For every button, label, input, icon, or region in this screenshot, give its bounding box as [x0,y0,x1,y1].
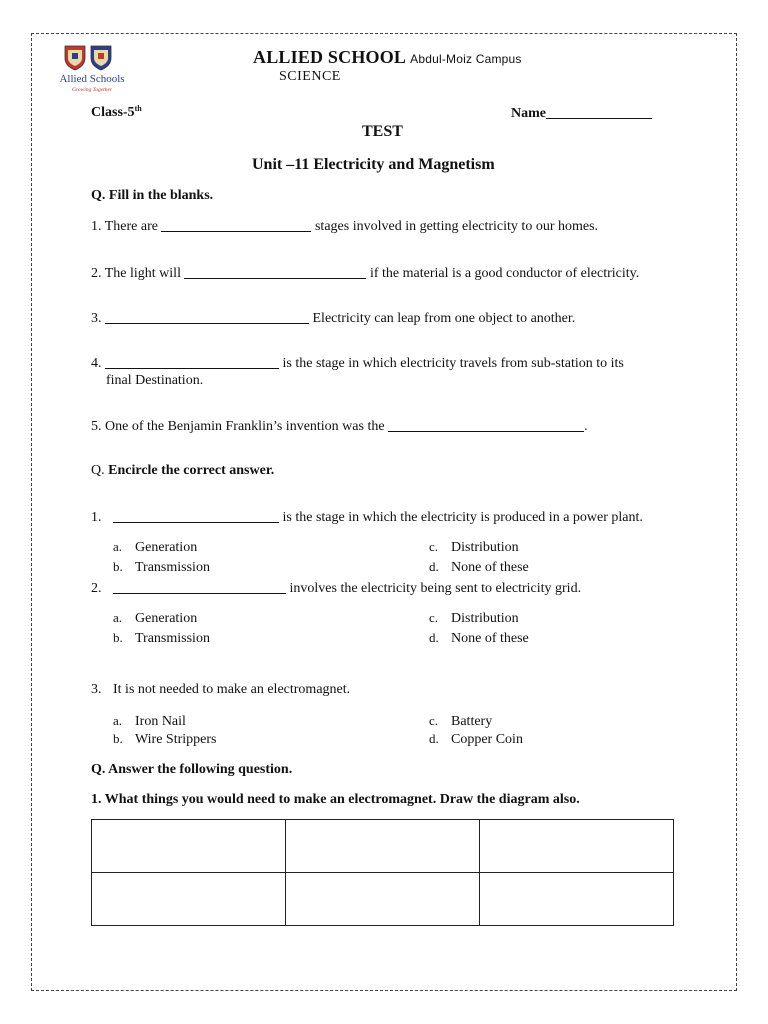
answer-blank[interactable] [105,354,279,369]
mcq2-option-d[interactable]: d. None of these [429,630,529,646]
crest-left-icon [65,46,85,70]
mcq1-option-c[interactable]: c. Distribution [429,539,519,555]
mcq3-option-b[interactable]: b. Wire Strippers [113,731,217,747]
mcq-question-1: 1. is the stage in which the electricity is produced in a power plant. [91,510,643,525]
subject-title: SCIENCE [279,69,341,84]
mcq2-option-c[interactable]: c. Distribution [429,610,519,626]
mcq-question-3: 3. It is not needed to make an electromagnet. [91,682,351,697]
answer-cell[interactable] [286,873,480,926]
name-blank[interactable] [546,104,652,119]
mcq1-option-a[interactable]: a. Generation [113,539,198,555]
student-name-field[interactable]: Name [511,104,652,122]
mcq-heading: Q. Encircle the correct answer. [91,463,275,478]
answer-blank[interactable] [161,217,311,232]
logo-tagline: Growing Together [71,87,113,93]
campus-name: Abdul-Moiz Campus [410,52,522,66]
answer-cell[interactable] [286,820,480,873]
mcq2-option-b[interactable]: b. Transmission [113,630,210,646]
crest-right-icon [91,46,111,70]
mcq3-option-c[interactable]: c. Battery [429,713,493,729]
fill-question-4-continued: final Destination. [106,373,204,388]
answer-cell[interactable] [480,820,674,873]
table-row [92,820,674,873]
answer-cell[interactable] [480,873,674,926]
mcq1-option-d[interactable]: d. None of these [429,559,529,575]
unit-title: Unit –11 Electricity and Magnetism [252,156,495,173]
mcq3-option-a[interactable]: a. Iron Nail [113,713,186,729]
fill-question-2: 2. The light will if the material is a good conductor of electricity. [91,266,640,281]
fill-blanks-heading: Q. Fill in the blanks. [91,188,214,203]
mcq2-option-a[interactable]: a. Generation [113,610,198,626]
fill-question-4: 4. is the stage in which electricity travels from sub-station to its [91,356,624,371]
test-title: TEST [362,123,403,140]
fill-question-3: 3. Electricity can leap from one object to another. [91,311,576,326]
school-title: ALLIED SCHOOL [253,47,407,67]
answer-blank[interactable] [184,264,366,279]
answer-heading: Q. Answer the following question. [91,762,293,777]
fill-question-1: 1. There are stages involved in getting electricity to our homes. [91,219,599,234]
school-name [253,47,522,68]
fill-question-5: 5. One of the Benjamin Franklin’s invention was the . [91,419,588,434]
answer-cell[interactable] [92,873,286,926]
answer-blank[interactable] [113,579,286,594]
answer-blank[interactable] [388,417,584,432]
mcq-question-2: 2. involves the electricity being sent to electricity grid. [91,581,582,596]
answer-cell[interactable] [92,820,286,873]
mcq3-option-d[interactable]: d. Copper Coin [429,731,523,747]
allied-schools-logo [52,44,136,94]
answer-blank[interactable] [113,508,279,523]
table-row [92,873,674,926]
mcq1-option-b[interactable]: b. Transmission [113,559,210,575]
answer-question-1: 1. What things you would need to make an electromagnet. Draw the diagram also. [91,792,580,807]
logo-name: Allied Schools [59,73,125,85]
answer-blank[interactable] [105,309,309,324]
class-label: Class-5th [91,104,142,120]
answer-table [91,819,674,926]
